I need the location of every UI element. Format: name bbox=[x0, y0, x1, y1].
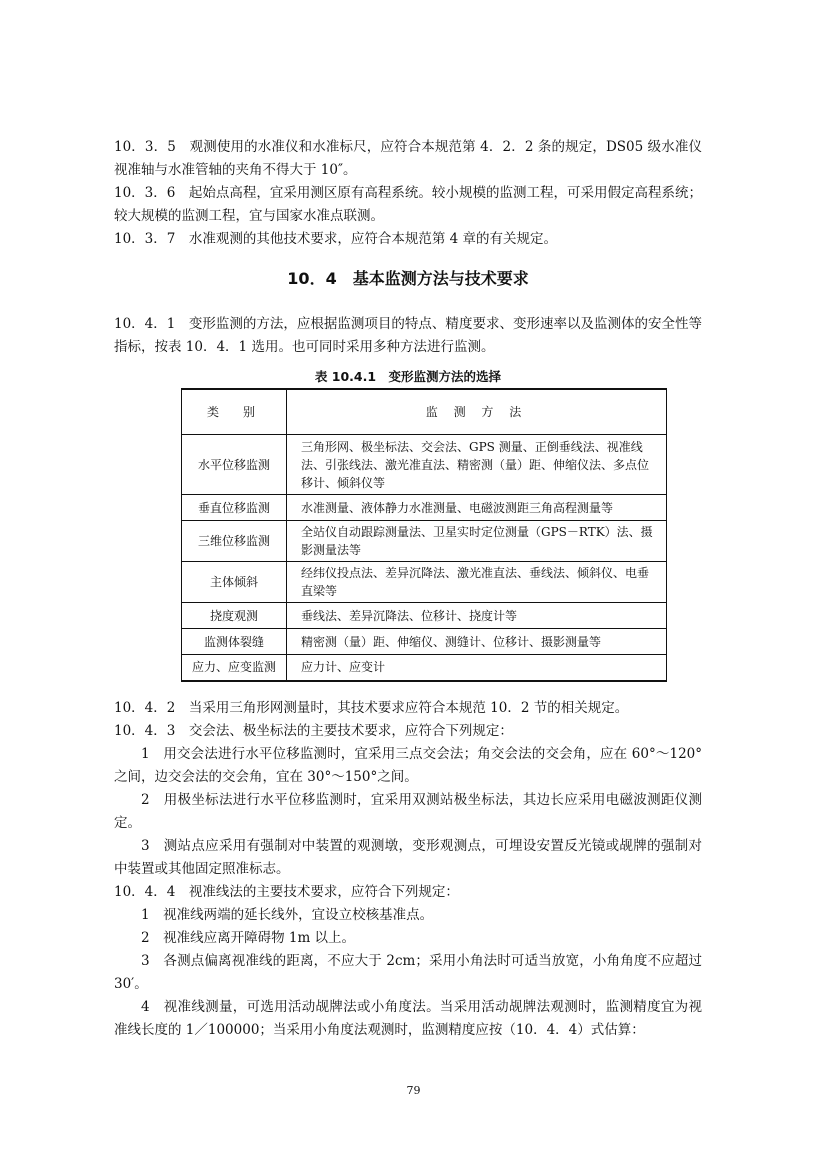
table-caption: 表 10.4.1 变形监测方法的选择 bbox=[314, 369, 502, 384]
list-item-10-4-3-3: 3 测站点应采用有强制对中装置的观测墩，变形观测点，可埋设安置反光镜或觇牌的强制对中装置或其他固定照准标志。 bbox=[114, 838, 702, 877]
row-methods: 经纬仪投点法、差异沉降法、激光准直法、垂线法、倾斜仪、电垂直梁等 bbox=[287, 562, 667, 603]
paragraph-10-4-4: 10．4．4 视准线法的主要技术要求，应符合下列规定： bbox=[114, 884, 459, 900]
paragraph-10-4-1: 10．4．1 变形监测的方法，应根据监测项目的特点、精度要求、变形速率以及监测体的安全性等指标，按表 10．4．1 选用。也可同时采用多种方法进行监测。 bbox=[114, 316, 702, 355]
paragraph-10-3-6: 10．3．6 起始点高程，宜采用测区原有高程系统。较小规模的监测工程，可采用假定高程系统；较大规模的监测工程，宜与国家水准点联测。 bbox=[114, 185, 702, 224]
list-item-10-4-4-2: 2 视准线应离开障碍物 1m 以上。 bbox=[141, 930, 356, 946]
row-category: 三维位移监测 bbox=[182, 521, 287, 562]
section-heading: 10．4 基本监测方法与技术要求 bbox=[287, 269, 529, 288]
paragraph-10-3-5: 10．3．5 观测使用的水准仪和水准标尺，应符合本规范第 4．2．2 条的规定，DS05 级水准仪视准轴与水准管轴的夹角不得大于 10″。 bbox=[114, 139, 702, 178]
row-methods: 全站仪自动跟踪测量法、卫星实时定位测量（GPS－RTK）法、摄影测量法等 bbox=[287, 521, 667, 562]
row-category: 挠度观测 bbox=[182, 603, 287, 629]
list-item-10-4-4-1: 1 视准线两端的延长线外，宜设立校核基准点。 bbox=[141, 907, 434, 923]
row-category: 监测体裂缝 bbox=[182, 629, 287, 655]
table-row bbox=[182, 435, 667, 495]
page-number: 79 bbox=[406, 1084, 421, 1097]
row-methods: 精密测（量）距、伸缩仪、测缝计、位移计、摄影测量等 bbox=[287, 629, 667, 655]
paragraph-10-4-2: 10．4．2 当采用三角形网测量时，其技术要求应符合本规范 10．2 节的相关规定。 bbox=[114, 700, 629, 716]
table-header-row bbox=[182, 389, 667, 435]
header-methods: 监 测 方 法 bbox=[287, 389, 667, 435]
row-category: 应力、应变监测 bbox=[182, 655, 287, 681]
paragraph-10-4-3: 10．4．3 交会法、极坐标法的主要技术要求，应符合下列规定： bbox=[114, 723, 513, 739]
table-row bbox=[182, 521, 667, 562]
table-row bbox=[182, 562, 667, 603]
list-item-10-4-4-4: 4 视准线测量，可选用活动觇牌法或小角度法。当采用活动觇牌法观测时，监测精度宜为视准线长度的 1／100000；当采用小角度法观测时，监测精度应按（10．4．4）式估算： bbox=[114, 999, 702, 1038]
row-category: 主体倾斜 bbox=[182, 562, 287, 603]
row-methods: 应力计、应变计 bbox=[287, 655, 667, 681]
list-item-10-4-3-1: 1 用交会法进行水平位移监测时，宜采用三点交会法；角交会法的交会角，应在 60°～120°之间，边交会法的交会角，宜在 30°～150°之间。 bbox=[114, 746, 702, 785]
row-category: 水平位移监测 bbox=[182, 435, 287, 495]
table-row bbox=[182, 629, 667, 655]
row-category: 垂直位移监测 bbox=[182, 495, 287, 521]
methods-table bbox=[181, 388, 667, 682]
list-item-10-4-3-2: 2 用极坐标法进行水平位移监测时，宜采用双测站极坐标法，其边长应采用电磁波测距仪测定。 bbox=[114, 792, 702, 831]
row-methods: 水准测量、液体静力水准测量、电磁波测距三角高程测量等 bbox=[287, 495, 667, 521]
table-row bbox=[182, 603, 667, 629]
list-item-10-4-4-3: 3 各测点偏离视准线的距离，不应大于 2cm；采用小角法时可适当放宽，小角角度不应超过 30′。 bbox=[114, 953, 702, 992]
row-methods: 三角形网、极坐标法、交会法、GPS 测量、正倒垂线法、视准线法、引张线法、激光准直法、精密测（量）距、伸缩仪法、多点位移计、倾斜仪等 bbox=[287, 435, 667, 495]
header-category: 类 别 bbox=[182, 389, 287, 435]
table-row bbox=[182, 655, 667, 681]
table-row bbox=[182, 495, 667, 521]
row-methods: 垂线法、差异沉降法、位移计、挠度计等 bbox=[287, 603, 667, 629]
paragraph-10-3-7: 10．3．7 水准观测的其他技术要求，应符合本规范第 4 章的有关规定。 bbox=[114, 231, 558, 247]
